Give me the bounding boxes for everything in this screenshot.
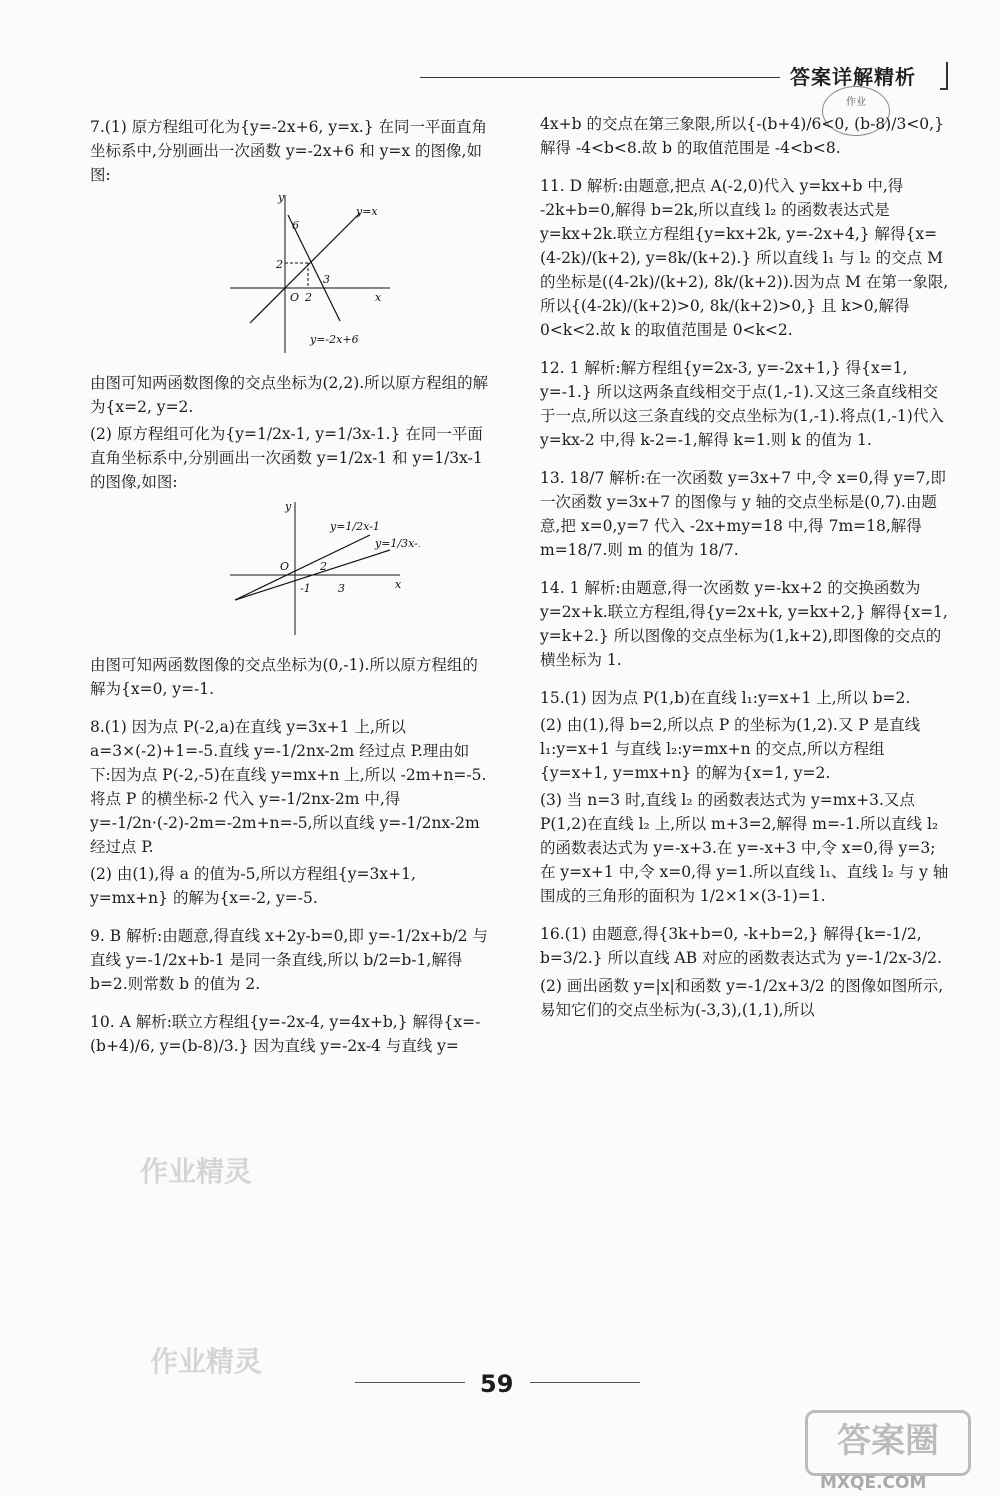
q15-part2: (2) 由(1),得 b=2,所以点 P 的坐标为(1,2).又 P 是直线 l₁:y=x+1 与直线 l₂:y=mx+n 的交点,所以方程组{y=x+1, y=mx+n} 的解为{x=1, y=2. [540,716,921,783]
graph1-line-y-2x6: y=-2x+6 [310,333,359,347]
graph2-line-third: y=1/3x-1 [375,537,420,551]
header-title: 答案详解精析 [790,65,916,89]
header-bracket [940,62,948,90]
q16-part2: (2) 画出函数 y=|x|和函数 y=-1/2x+3/2 的图像如图所示,易知它们的交点坐标为(-3,3),(1,1),所以 [540,976,944,1019]
q11: 11. D 解析:由题意,把点 A(-2,0)代入 y=kx+b 中,得 -2k+b=0,解得 b=2k,所以直线 l₂ 的函数表达式是 y=kx+2k.联立方程组{y=kx+2k, y=-2x+4,} 解得{x=(4-2k)/(k+2), y=8k/(k+2).} 所以直线 l₁ 与 l₂ 的交点 M 的坐标是((4-2k)/(k+2), 8k/(k+2)).因为点 M 在第一象限,所以{(4-2k)/(k+2)>0, 8k/(k+2)>0,} 且 k>0,解得 0<k<2.故 k 的取值范围是 0<k<2. [540,177,949,340]
watermark-bottom: 作业精灵 [150,1345,263,1378]
q7-part1: 7.(1) 原方程组可化为{y=-2x+6, y=x.} 在同一平面直角坐标系中,分别画出一次函数 y=-2x+6 和 y=x 的图像,如图: [90,118,488,185]
graph1-tick-2x: 2 [305,291,312,305]
watermark-mid: 作业精灵 [140,1155,253,1188]
footer-line-left [355,1382,465,1383]
graph2-line-half: y=1/2x-1 [330,520,380,534]
watermark-url: MXQE.COM [820,1473,927,1493]
graph-1 [230,193,490,365]
left-column [90,112,490,1072]
graph1-line-yx: y=x [356,205,378,219]
graph-2 [230,500,490,647]
page-number: 59 [480,1370,514,1398]
graph1-origin: O [290,291,300,305]
graph1-tick-3: 3 [323,273,330,287]
graph1-x-label: x [375,291,382,305]
right-column [540,112,950,1036]
header-rule [420,77,780,78]
q10: 10. A 解析:联立方程组{y=-2x-4, y=4x+b,} 解得{x=-(b+4)/6, y=(b-8)/3.} 因为直线 y=-2x-4 与直线 y= [90,1013,481,1056]
q8-part1: 8.(1) 因为点 P(-2,a)在直线 y=3x+1 上,所以 a=3×(-2)+1=-5.直线 y=-1/2nx-2m 经过点 P.理由如下:因为点 P(-2,-5)在直线 y=mx+n 上,所以 -2m+n=-5.将点 P 的横坐标-2 代入 y=-1/2nx-2m 中,得 y=-1/2n·(-2)-2m=-2m+n=-5,所以直线 y=-1/2nx-2m 经过点 P. [90,718,487,857]
q10-continued: 4x+b 的交点在第三象限,所以{-(b+4)/6<0, (b-8)/3<0,} 解得 -4<b<8.故 b 的取值范围是 -4<b<8. [540,115,944,158]
graph2-x-label: x [395,578,402,592]
q7-result1: 由图可知两函数图像的交点坐标为(2,2).所以原方程组的解为{x=2, y=2. [90,374,489,417]
q14: 14. 1 解析:由题意,得一次函数 y=-kx+2 的交换函数为 y=2x+k.联立方程组,得{y=2x+k, y=kx+2,} 解得{x=1, y=k+2.} 所以图像的交点坐标为(1,k+2),即图像的交点的横坐标为 1. [540,579,948,670]
q15-part3: (3) 当 n=3 时,直线 l₂ 的函数表达式为 y=mx+3.又点 P(1,2)在直线 l₂ 上,所以 m+3=2,解得 m=-1.所以直线 l₂ 的函数表达式为 y=-x+3.在 y=-x+3 中,令 x=0,得 y=3;在 y=x+1 中,令 x=0,得 y=1.所以直线 l₁、直线 l₂ 与 y 轴围成的三角形的面积为 1/2×1×(3-1)=1. [540,791,949,906]
graph2-y-label: y [285,500,292,514]
q9: 9. B 解析:由题意,得直线 x+2y-b=0,即 y=-1/2x+b/2 与直线 y=-1/2x+b-1 是同一条直线,所以 b/2=b-1,解得 b=2.则常数 b 的值为 2. [90,927,488,994]
stamp: 作业 [822,86,890,136]
footer-line-right [530,1382,640,1383]
q15-part1: 15.(1) 因为点 P(1,b)在直线 l₁:y=x+1 上,所以 b=2. [540,689,911,708]
q7 [90,115,490,701]
graph1-tick-6: 6 [292,219,299,233]
graph2-tick-2: 2 [320,560,327,574]
graph2-origin: O [280,560,290,574]
q7-part2: (2) 原方程组可化为{y=1/2x-1, y=1/3x-1.} 在同一平面直角坐标系中,分别画出一次函数 y=1/2x-1 和 y=1/3x-1 的图像,如图: [90,425,483,492]
q13: 13. 18/7 解析:在一次函数 y=3x+7 中,令 x=0,得 y=7,即一次函数 y=3x+7 的图像与 y 轴的交点坐标是(0,7).由题意,把 x=0,y=7 代入 -2x+my=18 中,得 7m=18,解得 m=18/7.则 m 的值为 18/7. [540,469,946,560]
q16-part1: 16.(1) 由题意,得{3k+b=0, -k+b=2,} 解得{k=-1/2, b=3/2.} 所以直线 AB 对应的函数表达式为 y=-1/2x-3/2. [540,925,942,968]
q12: 12. 1 解析:解方程组{y=2x-3, y=-2x+1,} 得{x=1, y=-1.} 所以这两条直线相交于点(1,-1).又这三条直线相交于一点,所以这三条直线的交点坐标为(1,-1).将点(1,-1)代入 y=kx-2 中,得 k-2=-1,解得 k=1.则 k 的值为 1. [540,359,944,450]
watermark-logo: 答案圈 [805,1410,971,1476]
q8 [90,715,490,910]
graph2-tick-neg1: -1 [300,582,311,596]
graph2-tick-3: 3 [338,582,345,596]
q16 [540,922,950,1021]
q15 [540,686,950,908]
q7-result2: 由图可知两函数图像的交点坐标为(0,-1).所以原方程组的解为{x=0, y=-1. [90,656,478,699]
q8-part2: (2) 由(1),得 a 的值为-5,所以方程组{y=3x+1, y=mx+n} 的解为{x=-2, y=-5. [90,865,416,908]
graph1-y-label: y [278,193,285,205]
graph1-tick-2y: 2 [276,258,283,272]
